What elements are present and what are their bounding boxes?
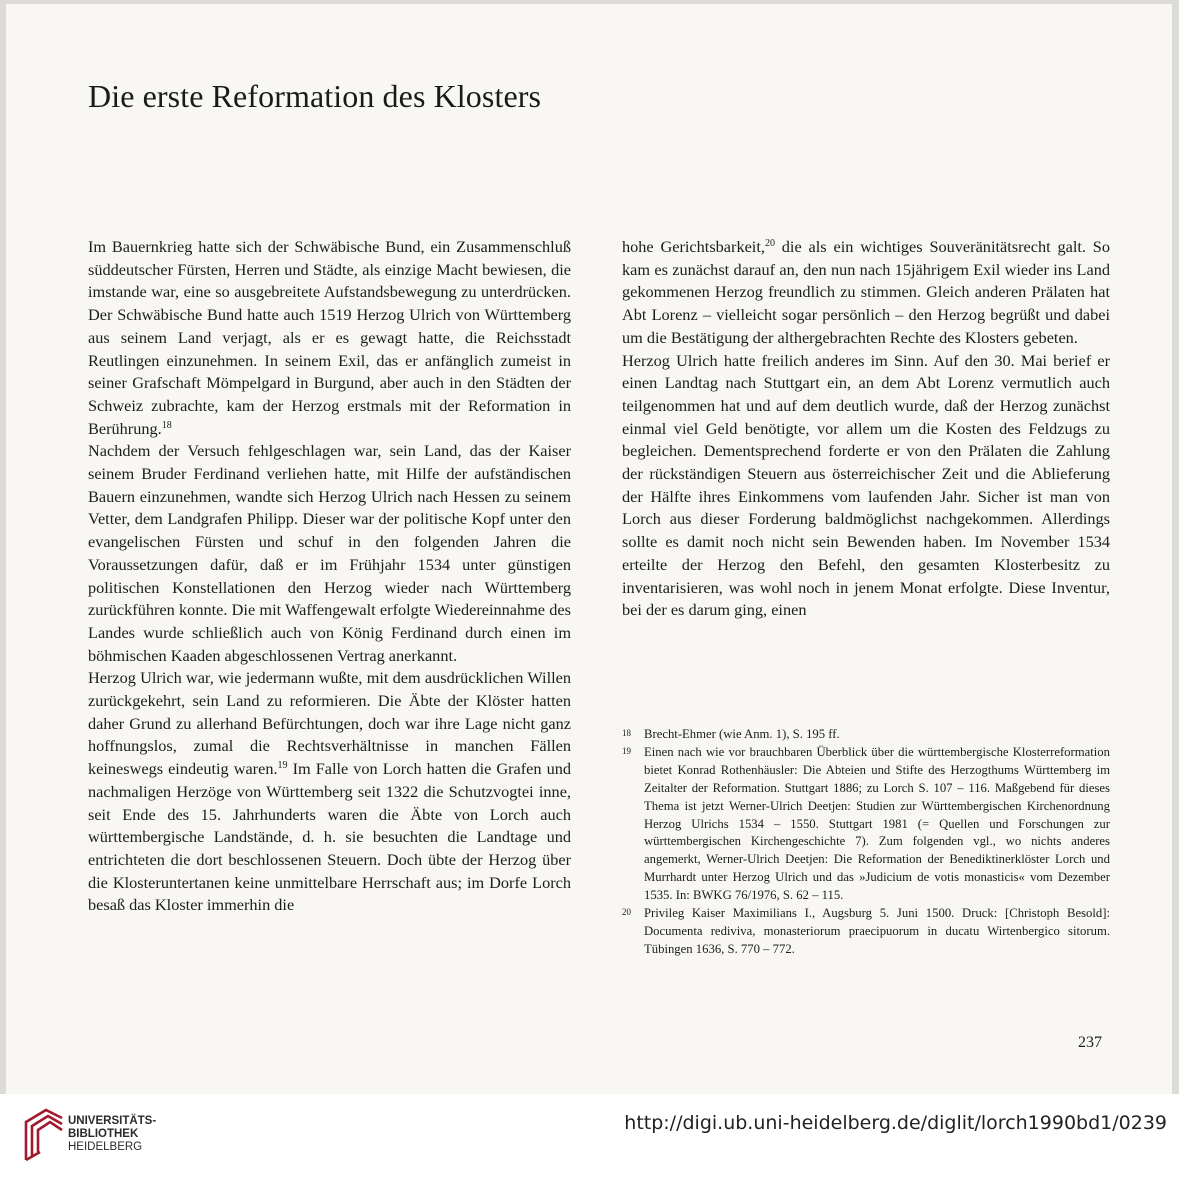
paragraph: Im Bauernkrieg hatte sich der Schwäbische Bund, ein Zusammenschluß süddeutscher Fürsten, Herren und Städte, als einzige Macht bewiesen, die imstande war, eine so ausgebreitete Aufstandsbewegung zu unterdrücken. Der Schwäbische Bund hatte auch 1519 Herzog Ulrich von Württemberg aus seinem Land verjagt, als er es gewagt hatte, die Reichsstadt Reutlingen einzunehmen. In seinem Exil, das er anfänglich zumeist in seiner Grafschaft Mömpelgard in Burgund, aber auch in den Städten der Schweiz zubrachte, kam der Herzog erstmals mit der Reformation in Berührung.$^{18}$	[88, 237, 571, 438]
left-column	[88, 236, 571, 917]
footnotes	[622, 726, 1110, 959]
right-column	[622, 236, 1110, 622]
footnote: 18 Brecht-Ehmer (wie Anm. 1), S. 195 ff.	[622, 727, 840, 741]
library-name: UNIVERSITÄTS- BIBLIOTHEK HEIDELBERG	[68, 1115, 157, 1153]
library-footer	[0, 1094, 1179, 1183]
paragraph: Nachdem der Versuch fehlgeschlagen war, sein Land, das der Kaiser seinem Bruder Ferdinand verliehen hatte, mit Hilfe der aufständischen Bauern einzunehmen, wandte sich Herzog Ulrich nach Hessen zu seinem Vetter, dem Landgrafen Philipp. Dieser war der politische Kopf unter den evangelischen Fürsten und schuf in den folgenden Jahren die Voraussetzungen dafür, daß er im Frühjahr 1534 unter günstigen politischen Konstellationen den Herzog wieder nach Württemberg zurückführen konnte. Die mit Waffengewalt erfolgte Wiedereinnahme des Landes wurde schließlich auch von König Ferdinand durch einen im böhmischen Kaaden abgeschlossenen Vertrag anerkannt.	[88, 441, 571, 665]
paragraph: Herzog Ulrich war, wie jedermann wußte, mit dem ausdrücklichen Willen zurückgekehrt, sein Land zu reformieren. Die Äbte der Klöster hatten daher Grund zu allerhand Befürchtungen, doch war ihre Lage nicht ganz hoffnungslos, zumal die Rechtsverhältnisse in manchen Fällen keineswegs eindeutig waren.$^{19}$ Im Falle von Lorch hatten die Grafen und nachmaligen Herzöge von Württemberg seit 1322 die Schutzvogtei inne, seit Ende des 15. Jahrhunderts waren die Äbte von Lorch auch württembergische Landstände, d. h. sie besuchten die Landtage und entrichteten die dort beschlossenen Steuern. Doch übte der Herzog über die Klosteruntertanen keine unmittelbare Herrschaft aus; im Dorfe Lorch besaß das Kloster immerhin die	[88, 668, 571, 915]
page-title: Die erste Reformation des Klosters	[88, 78, 542, 114]
permalink-url[interactable]: http://digi.ub.uni-heidelberg.de/diglit/lorch1990bd1/0239	[624, 1112, 1167, 1134]
page-number: 237	[1078, 1034, 1102, 1051]
library-logo-icon	[18, 1104, 68, 1164]
footnote: 19 Einen nach wie vor brauchbaren Überblick über die württembergische Klosterreformation bietet Konrad Rothenhäusler: Die Abteien und Stifte des Herzogthums Württemberg im Zeitalter der Reformation. Stuttgart 1886; zu Lorch S. 107 – 116. Maßgebend für dieses Thema ist jetzt Werner-Ulrich Deetjen: Studien zur Württembergischen Kirchenordnung Herzog Ulrichs 1534 – 1550. Stuttgart 1981 (= Quellen und Forschungen zur württembergischen Kirchengeschichte 7). Zum folgenden vgl., wo nichts anderes angemerkt, Werner-Ulrich Deetjen: Die Reformation der Benediktinerklöster Lorch und Murrhardt unter Herzog Ulrich und das »Judicium de votis monasticis« vom Dezember 1535. In: BWKG 76/1976, S. 62 – 115.	[622, 744, 1110, 903]
footnote-ref: 18	[161, 419, 172, 431]
footnote: 20 Privileg Kaiser Maximilians I., Augsburg 5. Juni 1500. Druck: [Christoph Besold]: Documenta rediviva, monasteriorum praecipuorum in ducatu Wirtenbergico sitorum. Tübingen 1636, S. 770 – 772.	[622, 906, 1110, 956]
book-page	[6, 4, 1172, 1094]
footnote-ref: 19	[277, 760, 288, 772]
paragraph: hohe Gerichtsbarkeit,$^{20}$ die als ein wichtiges Souveränitätsrecht galt. So kam es zunächst darauf an, den nun nach 15jährigem Exil wieder ins Land gekommenen Herzog freundlich zu stimmen. Gleich anderen Prälaten hat Abt Lorenz – vielleicht sogar persönlich – den Herzog begrüßt und dabei um die Bestätigung der althergebrachten Rechte des Klosters gebeten.	[622, 237, 1110, 347]
footnote-ref: 20	[764, 238, 775, 249]
paragraph: Herzog Ulrich hatte freilich anderes im Sinn. Auf den 30. Mai berief er einen Landtag nach Stuttgart ein, an dem Abt Lorenz vermutlich auch teilgenommen hat und auf dem deutlich wurde, daß der Herzog zunächst einmal viel Geld benötigte, vor allem um die Kosten des Feldzugs zu begleichen. Dementsprechend forderte er von den Prälaten die Zahlung der rückständigen Steuern aus österreichischer Zeit und die Ablieferung der Hälfte ihres Einkommens vom laufenden Jahr. Sicher ist man von Lorch aus dieser Forderung baldmöglichst nachgekommen. Allerdings sollte es damit noch nicht sein Bewenden haben. Im November 1534 erteilte der Herzog den Befehl, den gesamten Klosterbesitz zu inventarisieren, was wohl noch in jenem Monat erfolgte. Diese Inventur, bei der es darum ging, einen	[622, 350, 1110, 620]
